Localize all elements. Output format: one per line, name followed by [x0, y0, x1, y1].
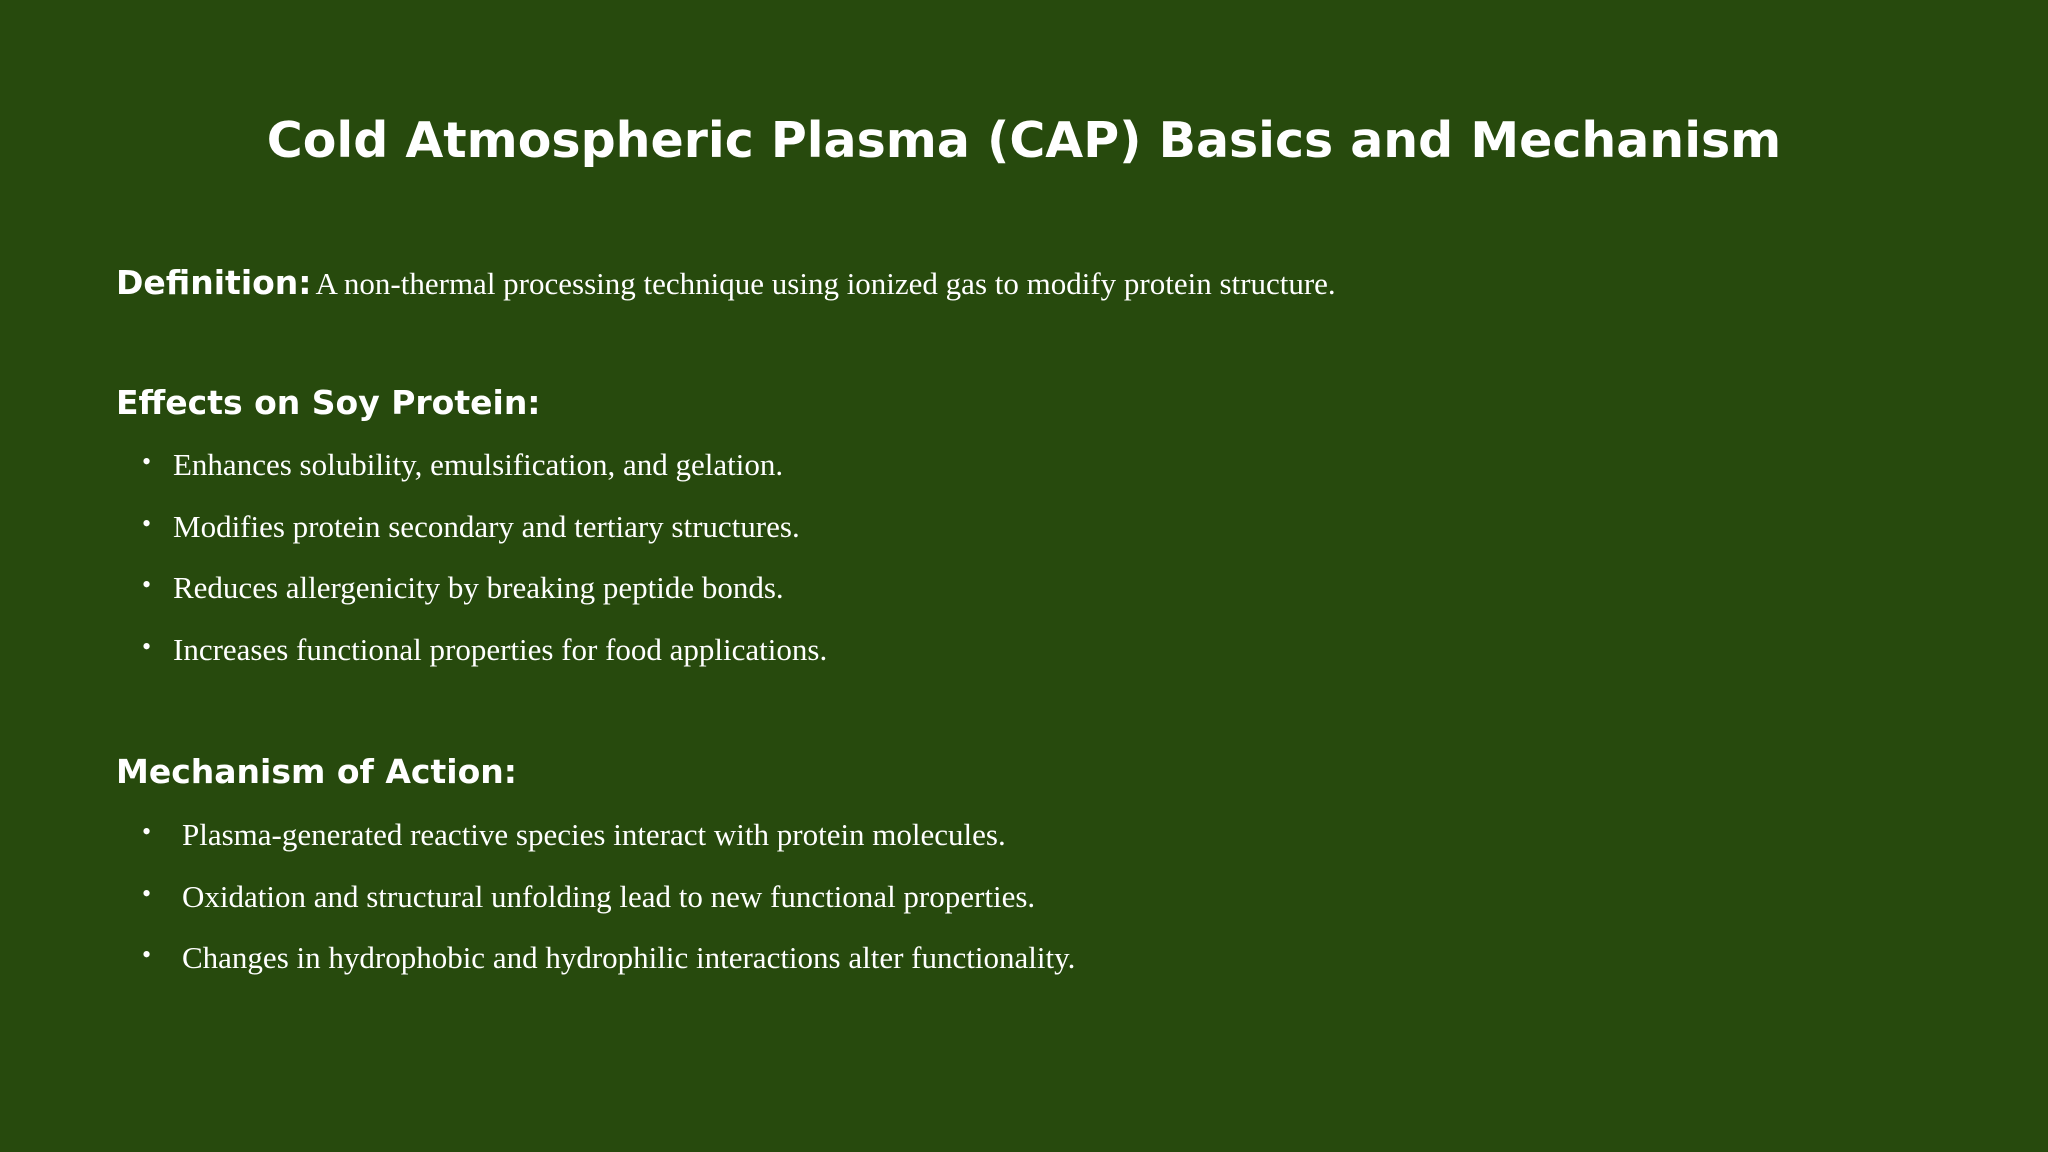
bullet-icon: • [142, 508, 152, 538]
bullet-icon: • [142, 631, 152, 661]
bullet-icon: • [142, 878, 152, 908]
effects-list [142, 440, 1842, 686]
bullet-icon: • [142, 817, 152, 846]
effects-item-text: Reduces allergenicity by breaking peptide bonds. [173, 570, 784, 605]
definition-label: Definition: [116, 263, 312, 302]
effects-list-item [142, 625, 1842, 687]
effects-list-item [142, 563, 1842, 625]
bullet-icon: • [142, 940, 152, 969]
effects-list-item [142, 440, 1842, 502]
definition-text: A non-thermal processing technique using ionized gas to modify protein structure. [315, 266, 1336, 301]
effects-item-text: Enhances solubility, emulsification, and gelation. [173, 447, 784, 482]
effects-item-text: Increases functional properties for food applications. [173, 631, 828, 667]
mechanism-list-item [142, 872, 1842, 934]
mechanism-item-text: Changes in hydrophobic and hydrophilic interactions alter functionality. [182, 940, 1076, 975]
mechanism-heading: Mechanism of Action: [116, 752, 517, 791]
mechanism-item-text: Plasma-generated reactive species interact with protein molecules. [182, 817, 1006, 852]
mechanism-list-item [142, 933, 1842, 995]
slide-title: Cold Atmospheric Plasma (CAP) Basics and Mechanism [266, 112, 1782, 169]
effects-item-text: Modifies protein secondary and tertiary structures. [173, 508, 800, 544]
mechanism-list-item [142, 810, 1842, 872]
mechanism-item-text: Oxidation and structural unfolding lead to new functional properties. [182, 878, 1036, 914]
effects-heading: Effects on Soy Protein: [116, 383, 541, 422]
mechanism-list [142, 810, 1842, 995]
definition [116, 258, 1916, 315]
bullet-icon: • [142, 447, 152, 476]
effects-list-item [142, 502, 1842, 564]
bullet-icon: • [142, 570, 152, 599]
